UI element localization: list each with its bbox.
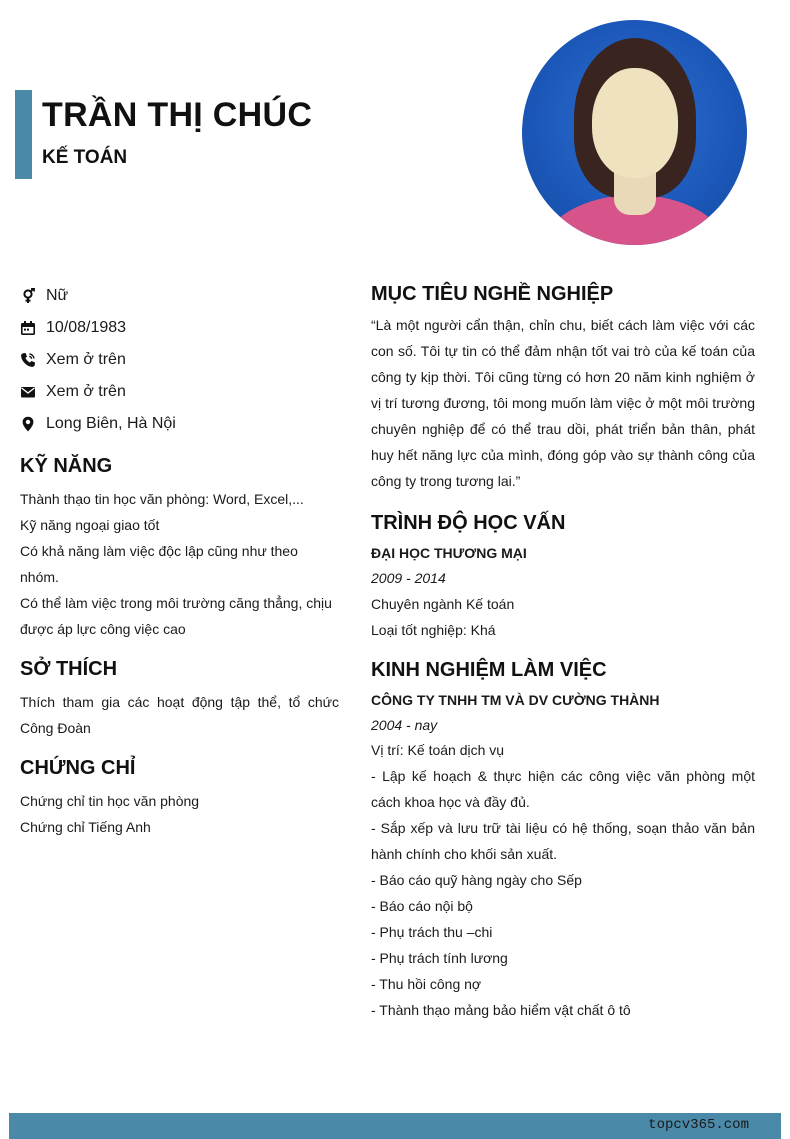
duty-item: - Thu hồi công nợ: [371, 976, 482, 992]
education-period: 2009 - 2014: [371, 570, 446, 586]
certificate-item: Chứng chỉ Tiếng Anh: [20, 819, 151, 835]
skills-list: [20, 486, 339, 642]
certificates-list: [20, 788, 339, 840]
school-name: ĐẠI HỌC THƯƠNG MẠI: [371, 545, 527, 561]
education-title: TRÌNH ĐỘ HỌC VẤN: [371, 512, 566, 534]
calendar-icon: [20, 320, 36, 336]
birthdate-value: 10/08/1983: [46, 319, 127, 336]
skill-item: Kỹ năng ngoại giao tốt: [20, 517, 160, 533]
phone-value: Xem ở trên: [46, 351, 126, 368]
contact-email: [20, 376, 176, 408]
duty-item: - Phụ trách tính lương: [371, 950, 508, 966]
experience-position: Vị trí: Kế toán dịch vụ: [371, 742, 505, 758]
experience-title: KINH NGHIỆM LÀM VIỆC: [371, 659, 607, 681]
duty-item: - Thành thạo mảng bảo hiểm vật chất ô tô: [371, 1002, 631, 1018]
skill-item: Thành thạo tin học văn phòng: Word, Excel,...: [20, 491, 304, 507]
duty-item: - Sắp xếp và lưu trữ tài liệu có hệ thống, soạn thảo văn bản hành chính cho khối sản xuất.: [371, 820, 755, 862]
experience-block: [371, 688, 755, 1023]
hobbies-paragraph: Thích tham gia các hoạt động tập thể, tổ chức Công Đoàn: [20, 694, 339, 736]
objective-title: MỤC TIÊU NGHỀ NGHIỆP: [371, 283, 614, 305]
candidate-name: TRẦN THỊ CHÚC: [42, 96, 313, 134]
candidate-role: KẾ TOÁN: [42, 147, 128, 168]
skills-title: KỸ NĂNG: [20, 455, 113, 477]
profile-photo: [522, 20, 747, 245]
email-icon: [20, 384, 36, 400]
experience-period: 2004 - nay: [371, 717, 438, 733]
hobbies-text: [20, 689, 339, 741]
address-value: Long Biên, Hà Nội: [46, 415, 176, 432]
certificates-title: CHỨNG CHỈ: [20, 757, 136, 779]
contact-gender: [20, 280, 176, 312]
contact-address: [20, 408, 176, 440]
objective-text: [371, 312, 755, 494]
name-accent-bar: [15, 90, 32, 179]
duty-item: - Báo cáo nội bộ: [371, 898, 473, 914]
contact-phone: [20, 344, 176, 376]
duty-item: - Báo cáo quỹ hàng ngày cho Sếp: [371, 872, 582, 888]
objective-paragraph: “Là một người cẩn thận, chỉn chu, biết cách làm việc với các con số. Tôi tự tin có thể đảm nhận tốt vai trò của kế toán của công ty kịp thời. Tôi cũng từng có hơn 20 năm kinh nghiệm ở vị trí tương đương, tôi mong muốn làm việc ở một môi trường chuyên nghiệp để có thể trau dồi, phát triển bản thân, phát huy hết năng lực của mình, đóng góp vào sự thành công của công ty trong tương lai.”: [371, 317, 755, 489]
footer-watermark: topcv365.com: [648, 1117, 749, 1133]
contact-list: [20, 280, 176, 440]
gender-icon: [20, 288, 36, 304]
contact-birthdate: [20, 312, 176, 344]
duty-item: - Phụ trách thu –chi: [371, 924, 493, 940]
hobbies-title: SỞ THÍCH: [20, 658, 118, 680]
phone-icon: [20, 352, 36, 368]
certificate-item: Chứng chỉ tin học văn phòng: [20, 793, 200, 809]
location-icon: [20, 416, 36, 432]
footer-bar: [9, 1113, 781, 1139]
skill-item: Có thể làm việc trong môi trường căng thẳng, chịu được áp lực công việc cao: [20, 595, 332, 637]
education-block: [371, 541, 755, 643]
duty-item: - Lập kế hoạch & thực hiện các công việc văn phòng một cách khoa học và đầy đủ.: [371, 768, 755, 810]
skill-item: Có khả năng làm việc độc lập cũng như theo nhóm.: [20, 543, 298, 585]
education-major: Chuyên ngành Kế toán: [371, 596, 515, 612]
education-grade: Loại tốt nghiệp: Khá: [371, 622, 496, 638]
company-name: CÔNG TY TNHH TM VÀ DV CƯỜNG THÀNH: [371, 692, 660, 708]
email-value: Xem ở trên: [46, 383, 126, 400]
gender-value: Nữ: [46, 287, 69, 304]
